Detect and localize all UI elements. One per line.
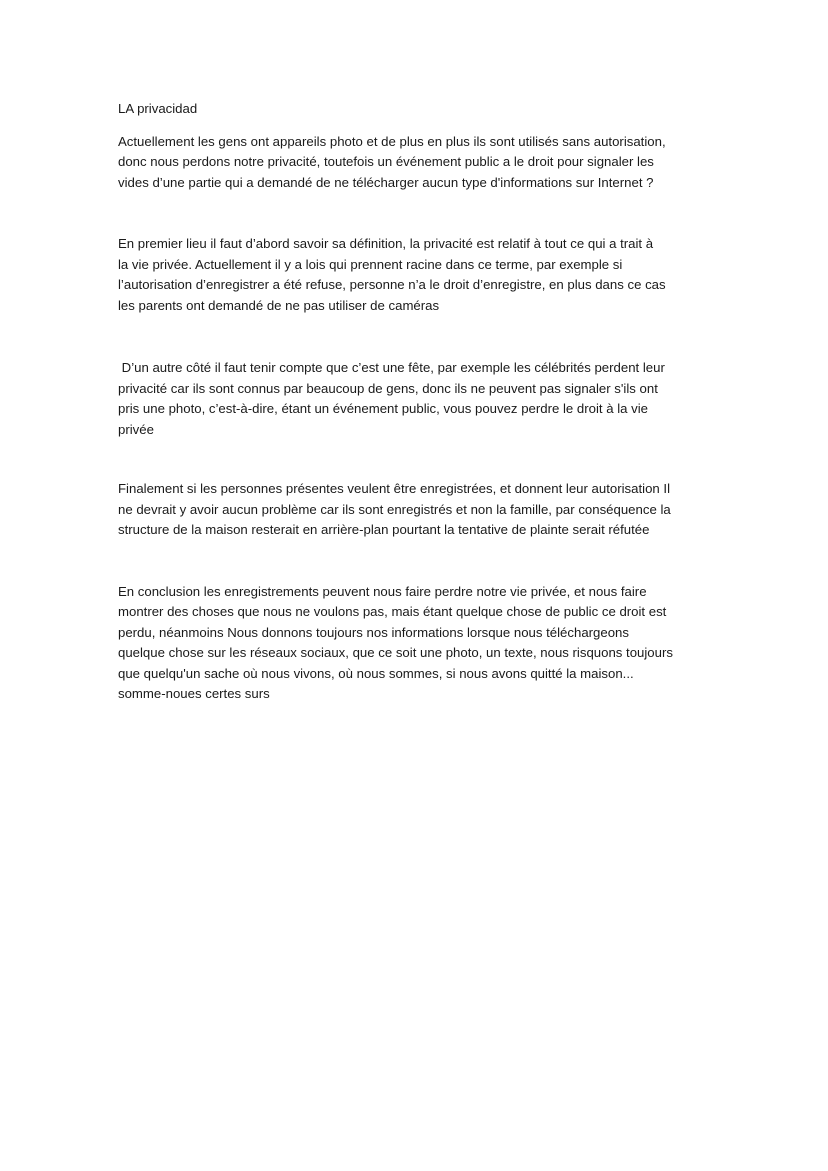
text-line: la vie privée. Actuellement il y a lois qui prennent racine dans ce terme, par exemple si — [118, 256, 623, 272]
text-line: En conclusion les enregistrements peuvent nous faire perdre notre vie privée, et nous faire — [118, 583, 647, 599]
text-line: perdu, néanmoins Nous donnons toujours nos informations lorsque nous téléchargeons — [118, 624, 629, 640]
paragraph-definition — [118, 234, 718, 316]
paragraph-finally — [118, 479, 718, 541]
paragraph-intro — [118, 132, 718, 194]
paragraph-conclusion — [118, 582, 718, 705]
text-line: Actuellement les gens ont appareils photo et de plus en plus ils sont utilisés sans autorisation, — [118, 133, 666, 149]
paragraph-other-side — [118, 358, 718, 440]
document-body — [118, 99, 718, 705]
text-line: En premier lieu il faut d’abord savoir sa définition, la privacité est relatif à tout ce qui a trait à — [118, 236, 654, 251]
text-line: que quelqu'un sache où nous vivons, où nous sommes, si nous avons quitté la maison... — [118, 665, 634, 681]
text-line: ne devrait y avoir aucun problème car ils sont enregistrés et non la famille, par conséquence la — [118, 501, 671, 517]
text-line: montrer des choses que nous ne voulons pas, mais étant quelque chose de public ce droit est — [118, 604, 667, 619]
text-line: pris une photo, c’est-à-dire, étant un événement public, vous pouvez perdre le droit à la vie — [118, 401, 649, 416]
text-line: donc nous perdons notre privacité, toutefois un événement public a le droit pour signaler les — [118, 154, 654, 169]
text-line: somme-noues certes surs — [118, 686, 270, 701]
text-line: structure de la maison resterait en arrière-plan pourtant la tentative de plainte serait réfutée — [118, 522, 650, 537]
text-line: privacité car ils sont connus par beaucoup de gens, donc ils ne peuvent pas signaler s'ils ont — [118, 380, 658, 396]
text-line: l’autorisation d’enregistrer a été refuse, personne n’a le droit d’enregistre, en plus dans ce cas — [118, 277, 666, 292]
text-line: Finalement si les personnes présentes veulent être enregistrées, et donnent leur autorisation Il — [118, 481, 670, 496]
document-title: LA privacidad — [118, 101, 198, 116]
text-line: quelque chose sur les réseaux sociaux, que ce soit une photo, un texte, nous risquons toujours — [118, 645, 673, 660]
text-line: D’un autre côté il faut tenir compte que c’est une fête, par exemple les célébrités perdent leur — [118, 360, 665, 375]
text-line: les parents ont demandé de ne pas utiliser de caméras — [118, 297, 440, 313]
text-line: privée — [118, 421, 154, 437]
text-line: vides d’une partie qui a demandé de ne télécharger aucun type d'informations sur Internet ? — [118, 174, 654, 190]
